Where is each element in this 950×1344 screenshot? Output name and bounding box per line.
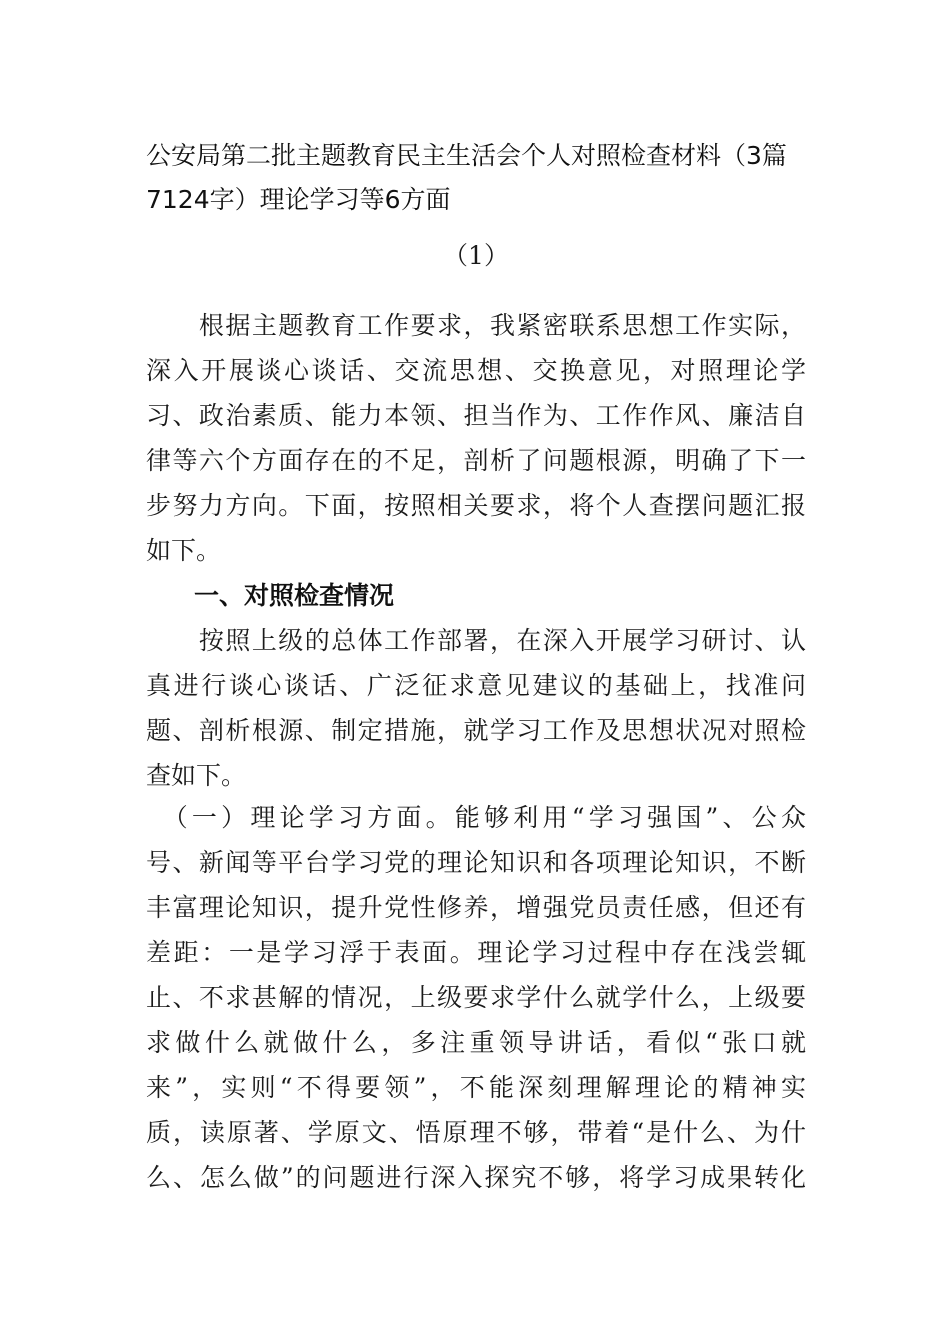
paragraph-line: 差距：一是学习浮于表面。理论学习过程中存在浅尝辄 (146, 938, 806, 967)
paragraph-line: 深入开展谈心谈话、交流思想、交换意见，对照理论学 (146, 356, 806, 385)
paragraph-line: 真进行谈心谈话、广泛征求意见建议的基础上，找准问 (146, 671, 806, 700)
paragraph-intro (146, 303, 806, 573)
paragraph-line: 如下。 (146, 536, 222, 565)
paragraph-line: 么、怎么做”的问题进行深入探究不够，将学习成果转化 (146, 1163, 806, 1192)
section-heading: 一、对照检查情况 (194, 581, 395, 610)
paragraph-line: 来”，实则“不得要领”，不能深刻理解理论的精神实 (146, 1073, 806, 1102)
paragraph-line: 按照上级的总体工作部署，在深入开展学习研讨、认 (146, 626, 806, 655)
paragraph-line: 律等六个方面存在的不足，剖析了问题根源，明确了下一 (146, 446, 806, 475)
paragraph-overview (146, 618, 806, 798)
document-title (146, 134, 826, 222)
paragraph-line: 号、新闻等平台学习党的理论知识和各项理论知识，不断 (146, 848, 806, 877)
paragraph-line: 止、不求甚解的情况，上级要求学什么就学什么，上级要 (146, 983, 806, 1012)
title-line-2: 7124字）理论学习等6方面 (146, 185, 451, 214)
paragraph-line: 查如下。 (146, 761, 247, 790)
paragraph-theory-study (146, 795, 806, 1200)
paragraph-line: 题、剖析根源、制定措施，就学习工作及思想状况对照检 (146, 716, 806, 745)
paragraph-line: 求做什么就做什么，多注重领导讲话，看似“张口就 (146, 1028, 806, 1057)
title-line-1: 公安局第二批主题教育民主生活会个人对照检查材料（3篇 (146, 141, 787, 170)
paragraph-line: 质，读原著、学原文、悟原理不够，带着“是什么、为什 (146, 1118, 806, 1147)
paragraph-line: 步努力方向。下面，按照相关要求，将个人查摆问题汇报 (146, 491, 806, 520)
section-number: （1） (443, 241, 509, 270)
paragraph-line: 习、政治素质、能力本领、担当作为、工作作风、廉洁自 (146, 401, 806, 430)
paragraph-line: 丰富理论知识，提升党性修养，增强党员责任感，但还有 (146, 893, 806, 922)
paragraph-line: （一）理论学习方面。能够利用“学习强国”、公众 (146, 803, 806, 832)
paragraph-line: 根据主题教育工作要求，我紧密联系思想工作实际， (146, 311, 806, 340)
